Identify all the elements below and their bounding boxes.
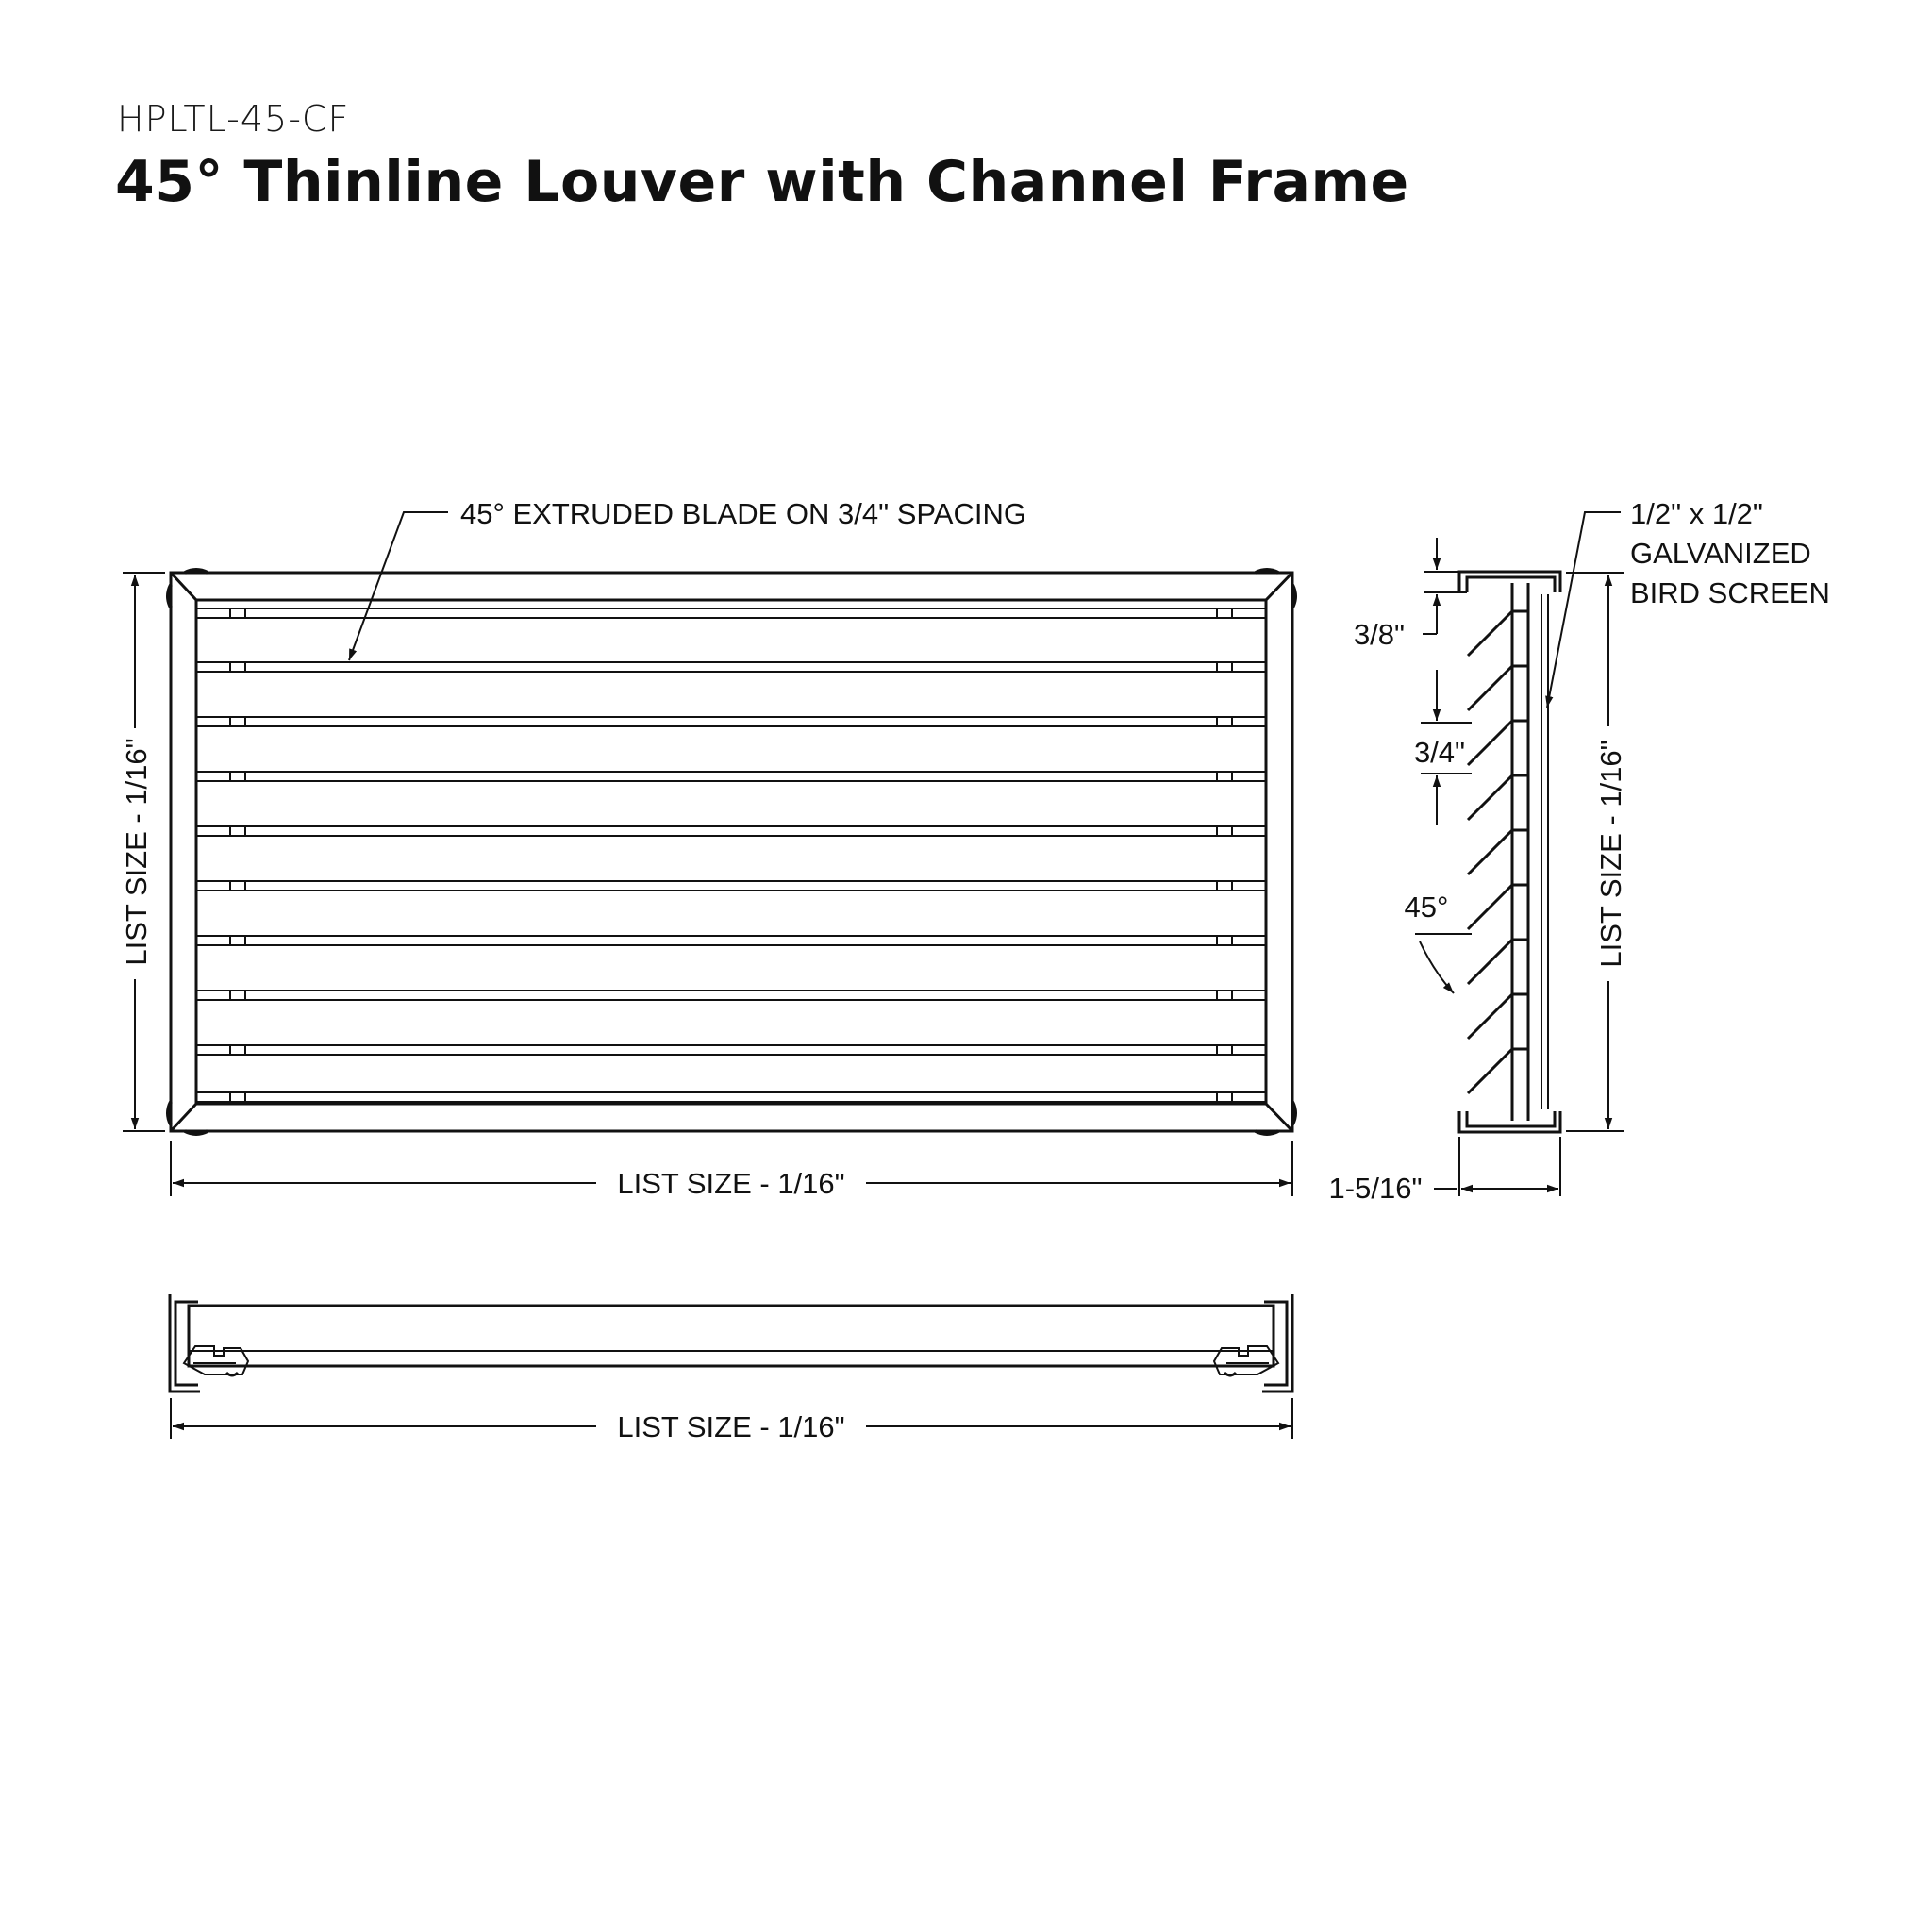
top-view: [170, 1294, 1292, 1391]
blade: [196, 717, 1266, 726]
lip-dimension-label: 3/8": [1353, 618, 1406, 651]
blade: [196, 662, 1266, 672]
blade: [196, 1045, 1266, 1055]
top-view-body: [189, 1306, 1274, 1366]
blade-callout-text: 45° EXTRUDED BLADE ON 3/4" SPACING: [460, 497, 1026, 530]
side-blade: [1468, 830, 1528, 874]
blade: [196, 1092, 1266, 1102]
side-blade: [1468, 721, 1528, 765]
side-blade: [1468, 775, 1528, 820]
side-blade: [1468, 994, 1528, 1039]
side-blade: [1468, 611, 1528, 656]
blade: [196, 608, 1266, 618]
blade: [196, 991, 1266, 1000]
blade: [196, 936, 1266, 945]
top-width-label: LIST SIZE - 1/16": [617, 1410, 845, 1443]
louver-blades: [196, 608, 1266, 1102]
model-code: HPLTL-45-CF: [117, 98, 350, 140]
screen-callout-line1: 1/2" x 1/2": [1630, 497, 1763, 530]
screen-callout-line3: BIRD SCREEN: [1630, 576, 1830, 609]
front-view: [168, 570, 1295, 1134]
blade-callout: [349, 497, 1026, 660]
side-blade: [1468, 940, 1528, 984]
side-height-label: LIST SIZE - 1/16": [1594, 740, 1627, 968]
front-height-label: LIST SIZE - 1/16": [120, 738, 153, 966]
depth-dimension: [1434, 1137, 1560, 1196]
page-title: 45° Thinline Louver with Channel Frame: [115, 149, 1409, 215]
top-left-channel: [175, 1302, 198, 1385]
side-blade: [1468, 1049, 1528, 1093]
depth-dimension-label: 1-5/16": [1328, 1172, 1423, 1205]
side-blades: [1468, 611, 1528, 1093]
angle-dimension-label: 45°: [1404, 891, 1449, 924]
angle-dimension: [1415, 934, 1472, 993]
blade: [196, 826, 1266, 836]
screen-callout-line2: GALVANIZED: [1630, 537, 1811, 570]
front-width-label: LIST SIZE - 1/16": [617, 1167, 845, 1200]
side-blade: [1468, 666, 1528, 710]
front-inner-frame: [196, 600, 1266, 1104]
blade: [196, 881, 1266, 891]
blade: [196, 772, 1266, 781]
top-right-channel: [1264, 1302, 1287, 1385]
screen-callout: [1547, 497, 1830, 708]
front-outer-frame: [171, 573, 1292, 1131]
side-blade: [1468, 885, 1528, 929]
spacing-dimension-label: 3/4": [1413, 736, 1466, 769]
side-view: [1459, 572, 1560, 1132]
